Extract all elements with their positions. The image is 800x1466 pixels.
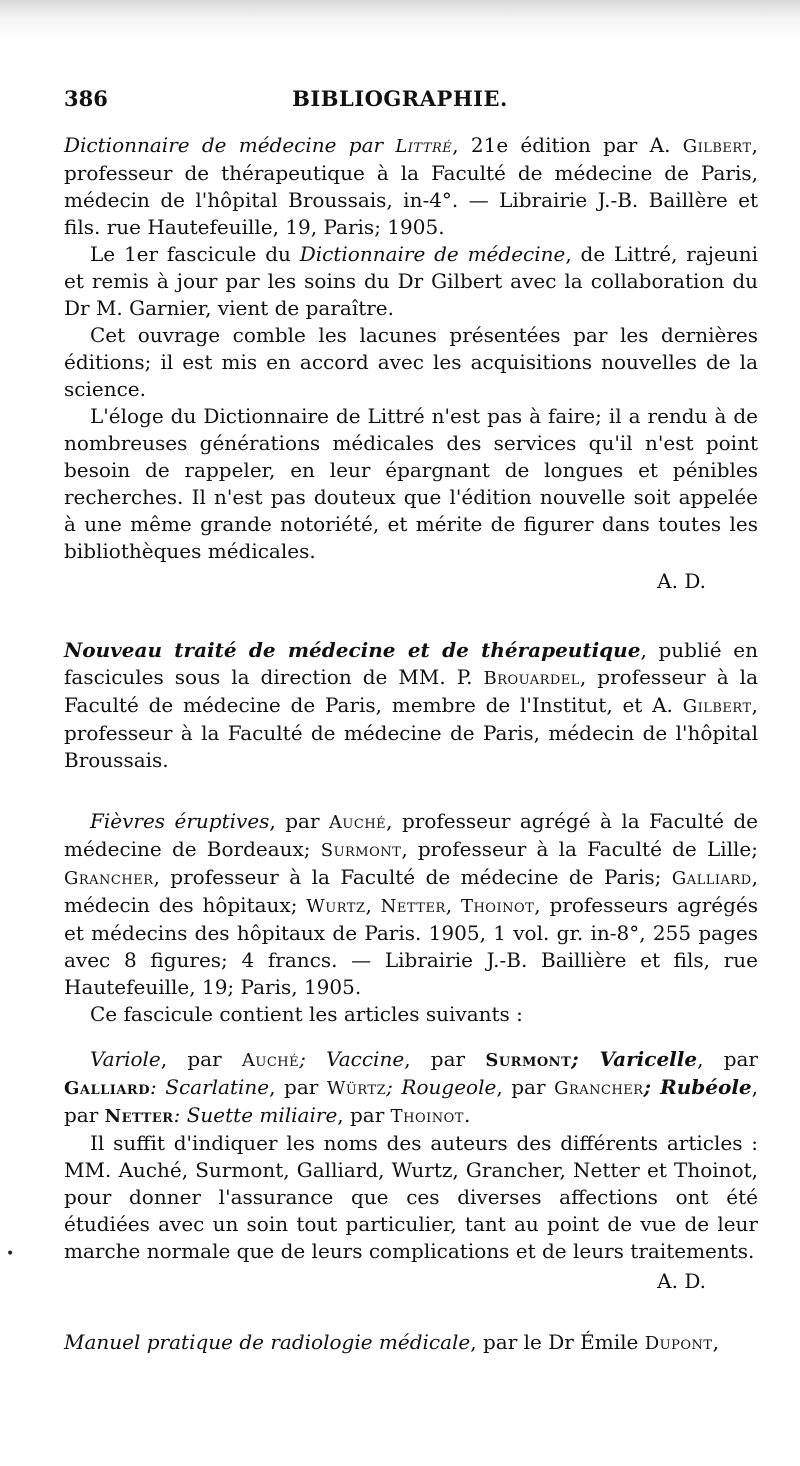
page-number: 386 xyxy=(64,86,108,111)
author-name: Gilbert xyxy=(682,136,752,157)
review-entry-fievres-eruptives xyxy=(64,808,758,1295)
review-paragraph: Cet ouvrage comble les lacunes présentées par les dernières éditions; il est mis en accord avec les acquisitions nouvelles de la science. xyxy=(64,323,758,401)
author-name: Dupont xyxy=(644,1333,713,1354)
section-gap xyxy=(64,774,758,802)
section-gap xyxy=(64,1295,758,1323)
article-list: Variole, par Auché; Vaccine, par Surmont; Varicelle, par Galliard: Scarlatine, par Würtz; Rougeole, par Grancher; Rubéole, par Netter: Suette miliaire, par Thoinot. xyxy=(64,1047,758,1127)
entry-citation: Fièvres éruptives, par Auché, professeur agrégé à la Faculté de médecine de Bordeaux; Surmont, professeur à la Faculté de Lille; Grancher, professeur à la Faculté de médecine de Paris; Galliard, médecin des hôpitaux; Wurtz, Netter, Thoinot, professeurs agrégés et médecins des hôpitaux de Paris. 1905, 1 vol. gr. in-8°, 255 pages avec 8 figures; 4 francs. — Librairie J.-B. Baillière et fils, rue Hautefeuille, 19; Paris, 1905. xyxy=(64,809,759,999)
reviewer-signature: A. D. xyxy=(657,1269,706,1293)
review-entry-dictionnaire xyxy=(64,132,758,595)
reviewer-signature: A. D. xyxy=(657,569,706,593)
entry-citation: Nouveau traité de médecine et de thérapeutique, publié en fascicules sous la direction de MM. P. Brouardel, professeur à la Faculté de médecine de Paris, membre de l'Institut, et A. Gilbert, professeur à la Faculté de médecine de Paris, médecin de l'hôpital Broussais. xyxy=(64,638,759,772)
author-name: Brouardel xyxy=(483,668,580,689)
author-name: Littré xyxy=(395,136,453,157)
review-paragraph: Ce fascicule contient les articles suivants : xyxy=(90,1002,523,1026)
review-paragraph: Il suffit d'indiquer les noms des auteurs des différents articles : MM. Auché, Surmont, Galliard, Wurtz, Grancher, Netter et Thoinot, pour donner l'assurance que ces diverses affections ont été étudiées avec un soin tout particulier, tant au point de vue de leur marche normale que de leurs complications et de leurs traitements. xyxy=(64,1131,758,1263)
review-entry-nouveau-traite xyxy=(64,637,758,774)
book-title: Nouveau traité de médecine et de thérapeutique xyxy=(64,638,641,662)
book-title: Fièvres éruptives xyxy=(90,809,270,833)
review-paragraph: L'éloge du Dictionnaire de Littré n'est pas à faire; il a rendu à de nombreuses générations médicales des services qu'il n'est point besoin de rappeler, en leur épargnant de longues et pénibles recherches. Il n'est pas douteux que l'édition nouvelle soit appelée à une même grande notoriété, et mérite de figurer dans toutes les bibliothèques médicales. xyxy=(64,404,758,563)
section-gap xyxy=(64,595,758,631)
book-title: Manuel pratique de radiologie médicale xyxy=(64,1330,471,1354)
margin-mark: • xyxy=(6,1246,15,1262)
running-title: BIBLIOGRAPHIE. xyxy=(292,86,508,111)
author-name: Gilbert xyxy=(682,696,752,717)
review-entry-manuel-radiologie xyxy=(64,1329,758,1357)
entry-citation: Manuel pratique de radiologie médicale, par le Dr Émile Dupont, xyxy=(64,1330,719,1354)
running-header xyxy=(0,86,800,120)
review-paragraph: Le 1er fascicule du Dictionnaire de médecine, de Littré, rajeuni et remis à jour par les soins du Dr Gilbert avec la collaboration du Dr M. Garnier, vient de paraître. xyxy=(64,242,758,320)
paragraph-gap xyxy=(64,1028,758,1046)
entry-citation: Dictionnaire de médecine par Littré, 21e édition par A. Gilbert, professeur de thérapeutique à la Faculté de médecine de Paris, médecin de l'hôpital Broussais, in-4°. — Librairie J.-B. Baillère et fils. rue Hautefeuille, 19, Paris; 1905. xyxy=(64,133,758,239)
book-title: Dictionnaire de médecine xyxy=(64,133,337,157)
page-body xyxy=(64,126,758,1357)
